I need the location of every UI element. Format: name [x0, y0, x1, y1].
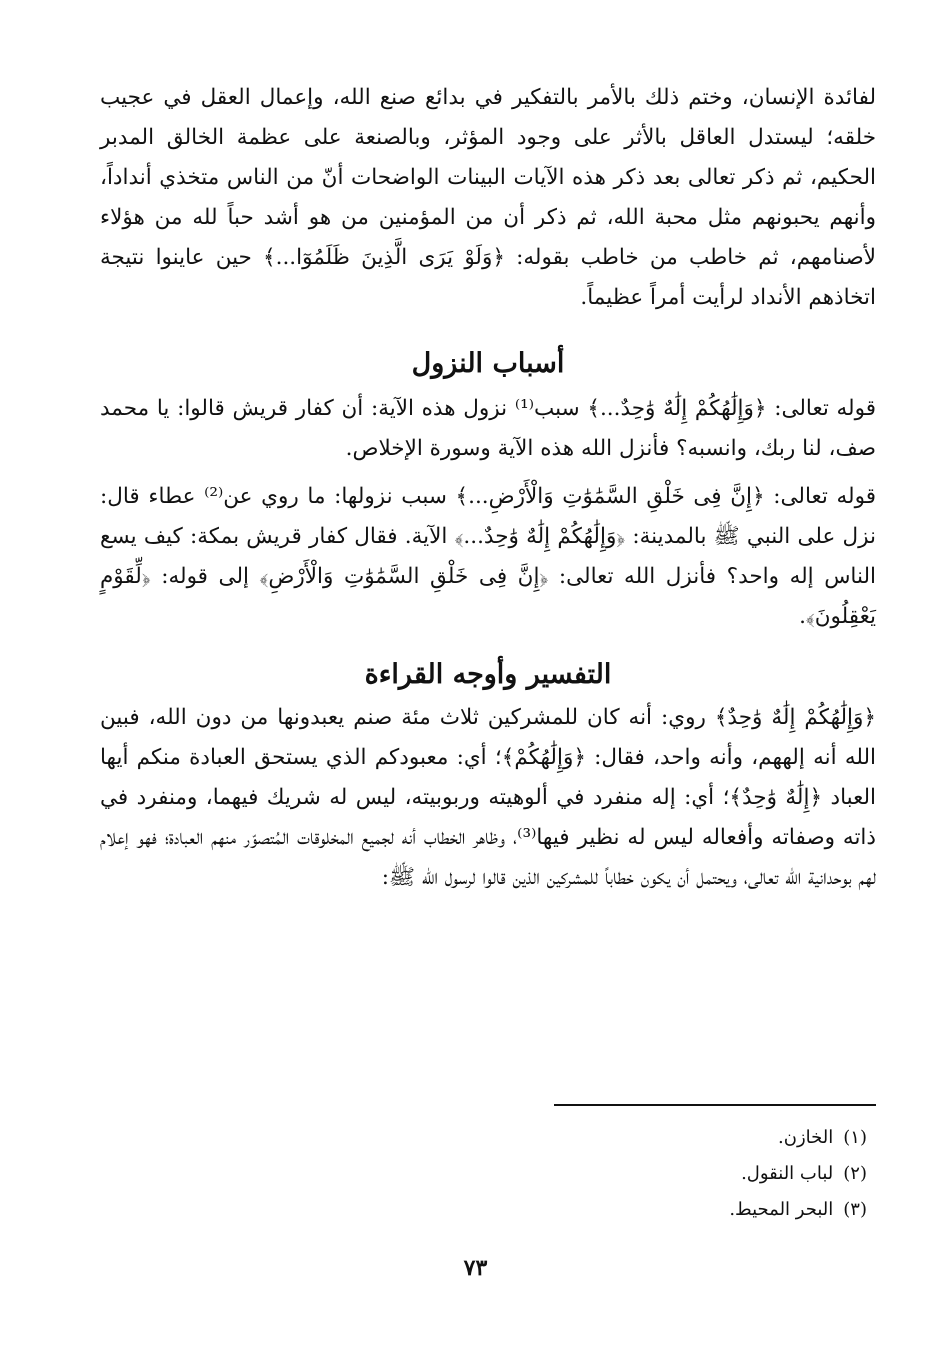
footnote-divider	[554, 1104, 876, 1106]
asbab-paragraph-1: قوله تعالى: ﴿وَإِلَٰهُكُمْ إِلَٰهٌ وَٰحِدٌ...﴾ سبب⁽¹⁾ نزول هذه الآية: أن كفار قريش قالوا: يا محمد صف، لنا ربك، وانسبه؟ فأنزل الله هذه الآية وسورة الإخلاص.	[100, 396, 876, 461]
tafsir-paragraph: ﴿وَإِلَٰهُكُمْ إِلَٰهٌ وَٰحِدٌ﴾ روي: أنه كان للمشركين ثلاث مئة صنم يعبدونها من دون الله، فبين الله أنه إلههم، وأنه واحد، فقال: ﴿وَإِلَٰهُكُمْ﴾؛ أي: معبودكم الذي يستحق العبادة منكم أيها العباد ﴿إِلَٰهٌ وَٰحِدٌ﴾؛ أي: إله منفرد في ألوهيته وربوبيته، ليس له شريك فيهما، ومنفرد في ذاته وصفاته وأفعاله ليس له نظير فيها⁽³⁾، وظاهر الخطاب أنه لجميع المخلوقات المُتصوّر منهم العبادة؛ فهو إعلام لهم بوحدانية الله تعالى، ويحتمل أن يكون خطاباً للمشركين الذين قالوا لرسول الله ﷺ:	[100, 705, 876, 890]
asbab-paragraph-2: قوله تعالى: ﴿إِنَّ فِى خَلْقِ السَّمَٰوَٰتِ وَالْأَرْضِ...﴾ سبب نزولها: ما روي عن⁽²⁾ عطاء قال: نزل على النبي ﷺ بالمدينة: ﴿وَإِلَٰهُكُمْ إِلَٰهٌ وَٰحِدٌ...﴾ الآية. فقال كفار قريش بمكة: كيف يسع الناس إله واحد؟ فأنزل الله تعالى: ﴿إِنَّ فِى خَلْقِ السَّمَٰوَٰتِ وَالْأَرْضِ﴾ إلى قوله: ﴿لِّقَوْمٍ يَعْقِلُونَ﴾.	[100, 484, 876, 629]
footnote-text: البحر المحيط.	[729, 1199, 834, 1220]
page-number: ٧٣	[463, 1255, 488, 1281]
section-title-tafsir: التفسير وأوجه القراءة	[364, 659, 612, 690]
footnote-item	[467, 1156, 867, 1192]
footnote-item	[467, 1192, 867, 1228]
footnotes	[467, 1120, 867, 1228]
footnote-item	[467, 1120, 867, 1156]
section-title-asbab-al-nuzul: أسباب النزول	[411, 348, 565, 379]
footnote-number: (١)	[843, 1127, 867, 1148]
footnote-text: الخازن.	[778, 1127, 834, 1148]
footnote-text: لباب النقول.	[741, 1163, 834, 1184]
page-content	[100, 78, 876, 898]
footnote-number: (٣)	[843, 1199, 867, 1220]
footnote-number: (٢)	[843, 1163, 867, 1184]
intro-paragraph: لفائدة الإنسان، وختم ذلك بالأمر بالتفكير في بدائع صنع الله، وإعمال العقل في عجيب خلقه؛ ليستدل العاقل بالأثر على وجود المؤثر، وبالصنعة على عظمة الخالق المدبر الحكيم، ثم ذكر تعالى بعد ذكر هذه الآيات البينات الواضحات أنّ من الناس متخذي أنداداً، وأنهم يحبونهم مثل محبة الله، ثم ذكر أن من المؤمنين من هو أشد حباً لله من هؤلاء لأصنامهم، ثم خاطب من خاطب بقوله: ﴿وَلَوْ يَرَى الَّذِينَ ظَلَمُوٓا...﴾ حين عاينوا نتيجة اتخاذهم الأنداد لرأيت أمراً عظيماً.	[100, 85, 876, 310]
